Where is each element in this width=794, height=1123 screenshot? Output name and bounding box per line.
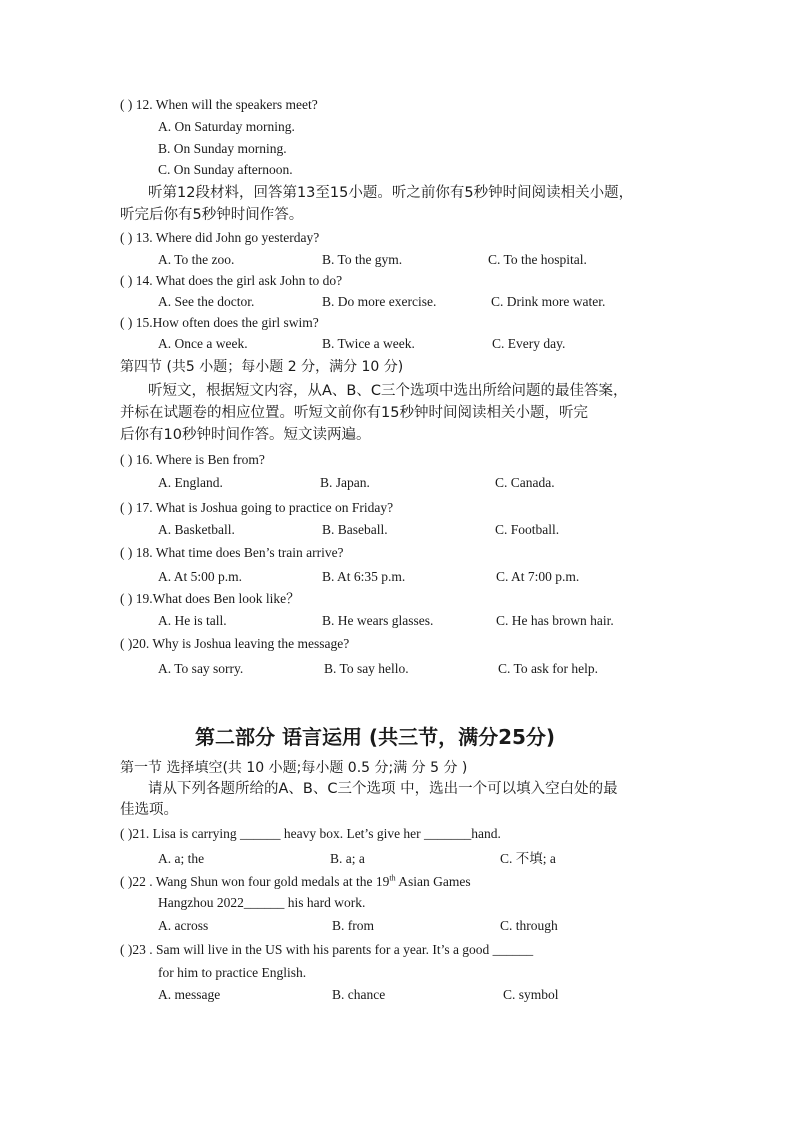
section-1-instruction-line2: 佳选项。 bbox=[120, 802, 178, 818]
question-23-stem-line2: for him to practice English. bbox=[158, 965, 307, 980]
question-16-option-b: B. Japan. bbox=[320, 475, 370, 490]
question-22-stem-text: ( )22 . Wang Shun won four gold medals at the 19 bbox=[120, 874, 390, 889]
question-22-option-b: B. from bbox=[332, 918, 374, 933]
question-16-option-a: A. England. bbox=[158, 475, 223, 490]
question-15-stem: ( ) 15.How often does the girl swim? bbox=[120, 315, 319, 330]
question-20-option-b: B. To say hello. bbox=[324, 661, 409, 676]
question-21-stem: ( )21. Lisa is carrying ______ heavy box. Let’s give her _______hand. bbox=[120, 826, 501, 841]
section-4-instruction-line2: 并标在试题卷的相应位置。听短文前你有15秒钟时间阅读相关小题，听完 bbox=[120, 405, 588, 421]
question-13-option-c: C. To the hospital. bbox=[488, 252, 587, 267]
question-18-option-b: B. At 6:35 p.m. bbox=[322, 569, 406, 584]
question-12-stem: ( ) 12. When will the speakers meet? bbox=[120, 97, 318, 112]
instruction-material-12-line1: 听第12段材料，回答第13至15小题。听之前你有5秒钟时间阅读相关小题， bbox=[148, 185, 634, 201]
question-15-option-c: C. Every day. bbox=[492, 336, 566, 351]
question-19-option-a: A. He is tall. bbox=[158, 613, 227, 628]
question-14-option-a: A. See the doctor. bbox=[158, 294, 255, 309]
instruction-material-12-line2: 听完后你有5秒钟时间作答。 bbox=[120, 207, 304, 223]
question-15-option-a: A. Once a week. bbox=[158, 336, 248, 351]
question-23-option-a: A. message bbox=[158, 987, 221, 1002]
question-14-option-c: C. Drink more water. bbox=[491, 294, 606, 309]
question-12-option-a: A. On Saturday morning. bbox=[158, 119, 295, 134]
question-23-option-c: C. symbol bbox=[503, 987, 559, 1002]
question-23-stem: ( )23 . Sam will live in the US with his parents for a year. It’s a good ______ bbox=[120, 942, 534, 957]
question-22-stem-text-end: Asian Games bbox=[395, 874, 471, 889]
question-20-option-a: A. To say sorry. bbox=[158, 661, 244, 676]
question-14-stem: ( ) 14. What does the girl ask John to do? bbox=[120, 273, 343, 288]
question-15-option-b: B. Twice a week. bbox=[322, 336, 415, 351]
question-14-option-b: B. Do more exercise. bbox=[322, 294, 437, 309]
question-22-stem-line2: Hangzhou 2022______ his hard work. bbox=[158, 895, 366, 910]
question-13-option-b: B. To the gym. bbox=[322, 252, 403, 267]
question-21-option-c: C. 不填; a bbox=[500, 851, 556, 866]
question-21-option-b: B. a; a bbox=[330, 851, 365, 866]
question-13-option-a: A. To the zoo. bbox=[158, 252, 235, 267]
question-18-option-a: A. At 5:00 p.m. bbox=[158, 569, 243, 584]
question-18-stem: ( ) 18. What time does Ben’s train arrive? bbox=[120, 545, 344, 560]
question-17-option-b: B. Baseball. bbox=[322, 522, 388, 537]
question-17-stem: ( ) 17. What is Joshua going to practice on Friday? bbox=[120, 500, 394, 515]
section-4-title: 第四节 (共5 小题；每小题 2 分，满分 10 分) bbox=[120, 359, 404, 375]
question-17-option-a: A. Basketball. bbox=[158, 522, 235, 537]
part-2-title: 第二部分 语言运用 (共三节，满分25分) bbox=[195, 725, 556, 749]
superscript-th: th bbox=[389, 873, 396, 883]
question-20-option-c: C. To ask for help. bbox=[498, 661, 599, 676]
question-22-stem bbox=[120, 873, 471, 891]
question-23-option-b: B. chance bbox=[332, 987, 386, 1002]
question-16-stem: ( ) 16. Where is Ben from? bbox=[120, 452, 265, 467]
question-16-option-c: C. Canada. bbox=[495, 475, 555, 490]
question-18-option-c: C. At 7:00 p.m. bbox=[496, 569, 580, 584]
section-4-instruction-line3: 后你有10秒钟时间作答。短文读两遍。 bbox=[120, 427, 371, 443]
question-12-option-b: B. On Sunday morning. bbox=[158, 141, 287, 156]
section-4-instruction-line1: 听短文，根据短文内容，从A、B、C三个选项中选出所给问题的最佳答案， bbox=[148, 383, 628, 399]
question-19-option-b: B. He wears glasses. bbox=[322, 613, 434, 628]
section-1-instruction-line1: 请从下列各题所给的A、B、C三个选项 中，选出一个可以填入空白处的最 bbox=[148, 781, 618, 797]
question-20-stem: ( )20. Why is Joshua leaving the message? bbox=[120, 636, 350, 651]
question-19-option-c: C. He has brown hair. bbox=[496, 613, 614, 628]
question-22-option-a: A. across bbox=[158, 918, 209, 933]
question-21-option-a: A. a; the bbox=[158, 851, 205, 866]
question-13-stem: ( ) 13. Where did John go yesterday? bbox=[120, 230, 320, 245]
question-22-option-c: C. through bbox=[500, 918, 558, 933]
question-19-stem: ( ) 19.What does Ben look like？ bbox=[120, 591, 300, 606]
question-17-option-c: C. Football. bbox=[495, 522, 560, 537]
question-12-option-c: C. On Sunday afternoon. bbox=[158, 162, 293, 177]
section-1-title: 第一节 选择填空(共 10 小题;每小题 0.5 分;满 分 5 分 ) bbox=[120, 760, 468, 776]
